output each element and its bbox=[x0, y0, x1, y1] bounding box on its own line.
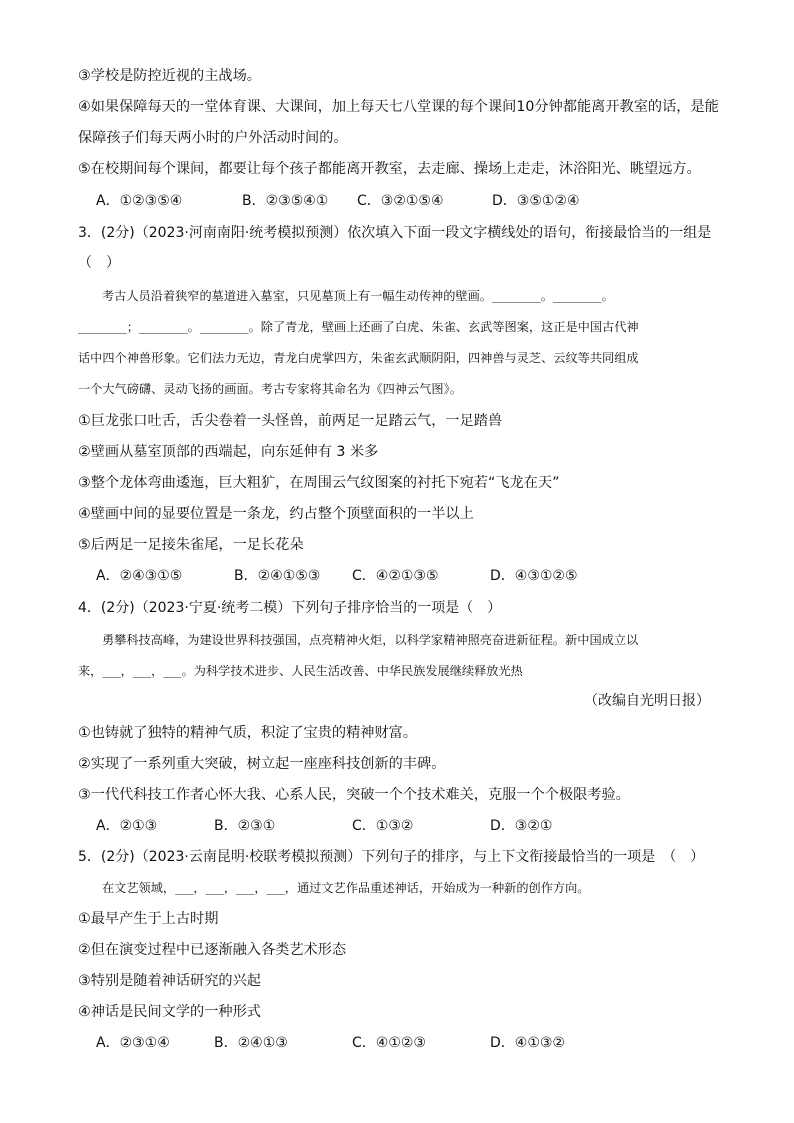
q3-passage-line3: 话中四个神兽形象。它们法力无边，青龙白虎掌四方，朱雀玄武顺阴阳，四神兽与灵芝、云纹等共同组成 bbox=[78, 351, 639, 365]
q5-option-a[interactable]: A．②③①④ bbox=[96, 1035, 170, 1051]
q2-item-3: ③学校是防控近视的主战场。 bbox=[78, 68, 261, 84]
q2-item-4-line2: 保障孩子们每天两小时的户外活动时间的。 bbox=[78, 130, 348, 146]
q4-item-1: ①也铸就了独特的精神气质，积淀了宝贵的精神财富。 bbox=[78, 725, 418, 741]
q4-source: （改编自光明日报） bbox=[584, 693, 710, 709]
q2-option-d[interactable]: D．③⑤①②④ bbox=[492, 193, 580, 209]
q2-item-5: ⑤在校期间每个课间，都要让每个孩子都能离开教室，去走廊、操场上走走，沐浴阳光、眺望远方。 bbox=[78, 161, 701, 177]
q2-option-b[interactable]: B．②③⑤④① bbox=[242, 193, 329, 209]
q5-option-c[interactable]: C．④①②③ bbox=[352, 1035, 426, 1051]
q3-item-1: ①巨龙张口吐舌，舌尖卷着一头怪兽，前两足一足踏云气，一足踏兽 bbox=[78, 413, 503, 429]
q4-option-a[interactable]: A．②①③ bbox=[96, 818, 158, 834]
q3-passage-line4: 一个大气磅礴、灵动飞扬的画面。考古专家将其命名为《四神云气图》。 bbox=[78, 382, 462, 396]
q3-passage-line2: ________；________。________。除了青龙，壁画上还画了白虎、朱雀、玄武等图案，这正是中国古代神 bbox=[78, 320, 639, 334]
q5-item-1: ①最早产生于上古时期 bbox=[78, 911, 219, 927]
q3-item-3: ③整个龙体弯曲逶迤，巨大粗犷，在周围云气纹图案的衬托下宛若“飞龙在天” bbox=[78, 475, 560, 491]
q4-item-3: ③一代代科技工作者心怀大我、心系人民，突破一个个技术难关，克服一个个极限考验。 bbox=[78, 787, 630, 803]
q2-option-a[interactable]: A．①②③⑤④ bbox=[96, 193, 183, 209]
q5-item-3: ③特别是随着神话研究的兴起 bbox=[78, 973, 261, 989]
q3-option-d[interactable]: D．④③①②⑤ bbox=[490, 568, 578, 584]
q5-option-d[interactable]: D．④①③② bbox=[490, 1035, 565, 1051]
q4-item-2: ②实现了一系列重大突破，树立起一座座科技创新的丰碑。 bbox=[78, 756, 446, 772]
q4-passage-line2: 来，___，___，___。为科学技术进步、人民生活改善、中华民族发展继续释放光热 bbox=[78, 664, 523, 678]
q3-item-2: ②壁画从墓室顶部的西端起，向东延伸有 3 米多 bbox=[78, 444, 379, 460]
q3-option-b[interactable]: B．②④①⑤③ bbox=[234, 568, 321, 584]
q2-option-c[interactable]: C．③②①⑤④ bbox=[357, 193, 444, 209]
q3-passage-line1: 考古人员沿着狭窄的墓道进入墓室，只见墓顶上有一幅生动传神的壁画。________。________。 bbox=[102, 289, 614, 303]
q5-passage: 在文艺领域，___，___，___，___，通过文艺作品重述神话，开始成为一种新的创作方向。 bbox=[102, 881, 590, 895]
q2-item-4-line1: ④如果保障每天的一堂体育课、大课间，加上每天七八堂课的每个课间10分钟都能离开教室的话，是能 bbox=[78, 99, 719, 115]
q3-item-5: ⑤后两足一足接朱雀尾，一足长花朵 bbox=[78, 537, 304, 553]
q4-option-b[interactable]: B．②③① bbox=[214, 818, 276, 834]
q5-stem: 5．(2分)（2023·云南昆明·校联考模拟预测）下列句子的排序，与上下文衔接最恰当的一项是 （ ） bbox=[78, 849, 705, 865]
q3-item-4: ④壁画中间的显要位置是一条龙，约占整个顶壁面积的一半以上 bbox=[78, 506, 474, 522]
q4-option-d[interactable]: D．③②① bbox=[490, 818, 553, 834]
q3-option-c[interactable]: C．④②①③⑤ bbox=[352, 568, 439, 584]
q5-item-2: ②但在演变过程中已逐渐融入各类艺术形态 bbox=[78, 942, 347, 958]
q3-stem-line1: 3．(2分)（2023·河南南阳·统考模拟预测）依次填入下面一段文字横线处的语句，衔接最恰当的一组是 bbox=[78, 225, 712, 241]
q4-stem: 4．(2分)（2023·宁夏·统考二模）下列句子排序恰当的一项是（ ） bbox=[78, 600, 502, 616]
q5-item-4: ④神话是民间文学的一种形式 bbox=[78, 1004, 261, 1020]
q4-passage-line1: 勇攀科技高峰，为建设世界科技强国，点亮精神火炬，以科学家精神照亮奋进新征程。新中国成立以 bbox=[102, 633, 639, 647]
q3-stem-line2: （ ） bbox=[78, 255, 120, 271]
q4-option-c[interactable]: C．①③② bbox=[352, 818, 414, 834]
q3-option-a[interactable]: A．②④③①⑤ bbox=[96, 568, 183, 584]
q5-option-b[interactable]: B．②④①③ bbox=[214, 1035, 288, 1051]
